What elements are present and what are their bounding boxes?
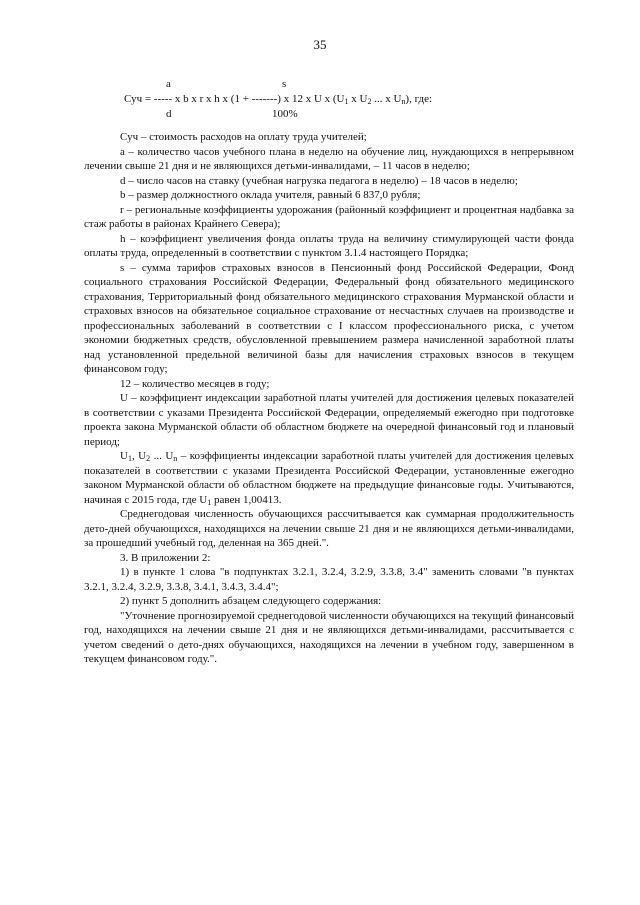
cost-formula	[84, 78, 584, 122]
paragraph: а – количество часов учебного плана в неделю на обучение лиц, нуждающихся в непрерывном лечении свыше 21 дня и не являющихся детьми-инвалидами, – 11 часов в неделю;	[84, 145, 574, 172]
paragraph: r – региональные коэффициенты удорожания (районный коэффициент и процентная надбавка за стаж работы в районах Крайнего Севера);	[84, 203, 574, 230]
formula-main-line: Суч = ----- x b x r x h x (1 + -------) x 12 x U x ($U_1$ x $U_2$ ... x $U_n$), где:	[124, 93, 433, 106]
page-number: 35	[313, 37, 327, 52]
paragraph: Суч – стоимость расходов на оплату труда учителей;	[120, 131, 367, 143]
paragraph: h – коэффициент увеличения фонда оплаты труда на величину стимулирующей части фонда оплаты труда, определенный в соответствии с пунктом 3.1.4 настоящего Порядка;	[84, 232, 574, 259]
formula-denominator-percent: 100%	[272, 108, 298, 120]
paragraph: Среднегодовая численность обучающихся рассчитывается как суммарная продолжительность дето-дней обучающихся, находящихся на лечении свыше 21 дня и не являющихся детьми-инвалидами, за прошедший учебный год, деленная на 365 дней.".	[84, 508, 574, 549]
paragraph: b – размер должностного оклада учителя, равный 6 837,0 рубля;	[120, 189, 421, 201]
paragraph: 3. В приложении 2:	[120, 551, 211, 564]
paragraph: d – число часов на ставку (учебная нагрузка педагога в неделю) – 18 часов в неделю;	[120, 174, 518, 187]
document-body	[84, 130, 574, 667]
formula-denominator-d: d	[166, 108, 172, 120]
formula-numerator-s: s	[282, 78, 287, 90]
paragraph: s – сумма тарифов страховых взносов в Пенсионный фонд Российской Федерации, Фонд социального страхования Российской Федерации, Федеральный фонд обязательного медицинского страхования, Территориальный фонд обязательного медицинского страхования Мурманской области и страховых взносов на обязательное социальное страхование от несчастных случаев на производстве и профессиональных заболеваний в соответствии с I классом профессионального риска, с учетом экономии бюджетных средств, обусловленной превышением размера начисленной заработной платы над установленной предельной величиной базы для начисления страховых взносов в текущем финансовом году;	[84, 261, 574, 375]
paragraph: 12 – количество месяцев в году;	[120, 377, 270, 390]
paragraph-u-coefficients: $U_1$, $U_2$ ... $U_n$ – коэффициенты индексации заработной платы учителей для достижения целевых показателей в соответствии с указами Президента Российской Федерации, установленные ежегодно законом Мурманской области об областном бюджете на предыдущие финансовые годы. Учитываются, начиная с 2015 года, где $U_1$ равен 1,00413.	[84, 450, 574, 507]
paragraph: 1) в пункте 1 слова "в подпунктах 3.2.1, 3.2.4, 3.2.9, 3.3.8, 3.4" заменить словами "в пунктах 3.2.1, 3.2.4, 3.2.9, 3.3.8, 3.4.1, 3.4.3, 3.4.4";	[84, 566, 574, 593]
paragraph: "Уточнение прогнозируемой среднегодовой численности обучающихся на текущий финансовый год, находящихся на лечении свыше 21 дня и не являющихся детьми-инвалидами, рассчитывается с учетом сведений о дето-днях обучающихся, находящихся на лечении в учебном году, завершенном в текущем финансовом году.".	[84, 609, 574, 665]
paragraph: U – коэффициент индексации заработной платы учителей для достижения целевых показателей в соответствии с указами Президента Российской Федерации, определяемый ежегодно при подготовке проекта закона Мурманской области об областном бюджете на очередной финансовый год и плановый период;	[84, 392, 574, 448]
formula-numerator-a: a	[166, 78, 171, 90]
paragraph: 2) пункт 5 дополнить абзацем следующего содержания:	[120, 595, 382, 607]
